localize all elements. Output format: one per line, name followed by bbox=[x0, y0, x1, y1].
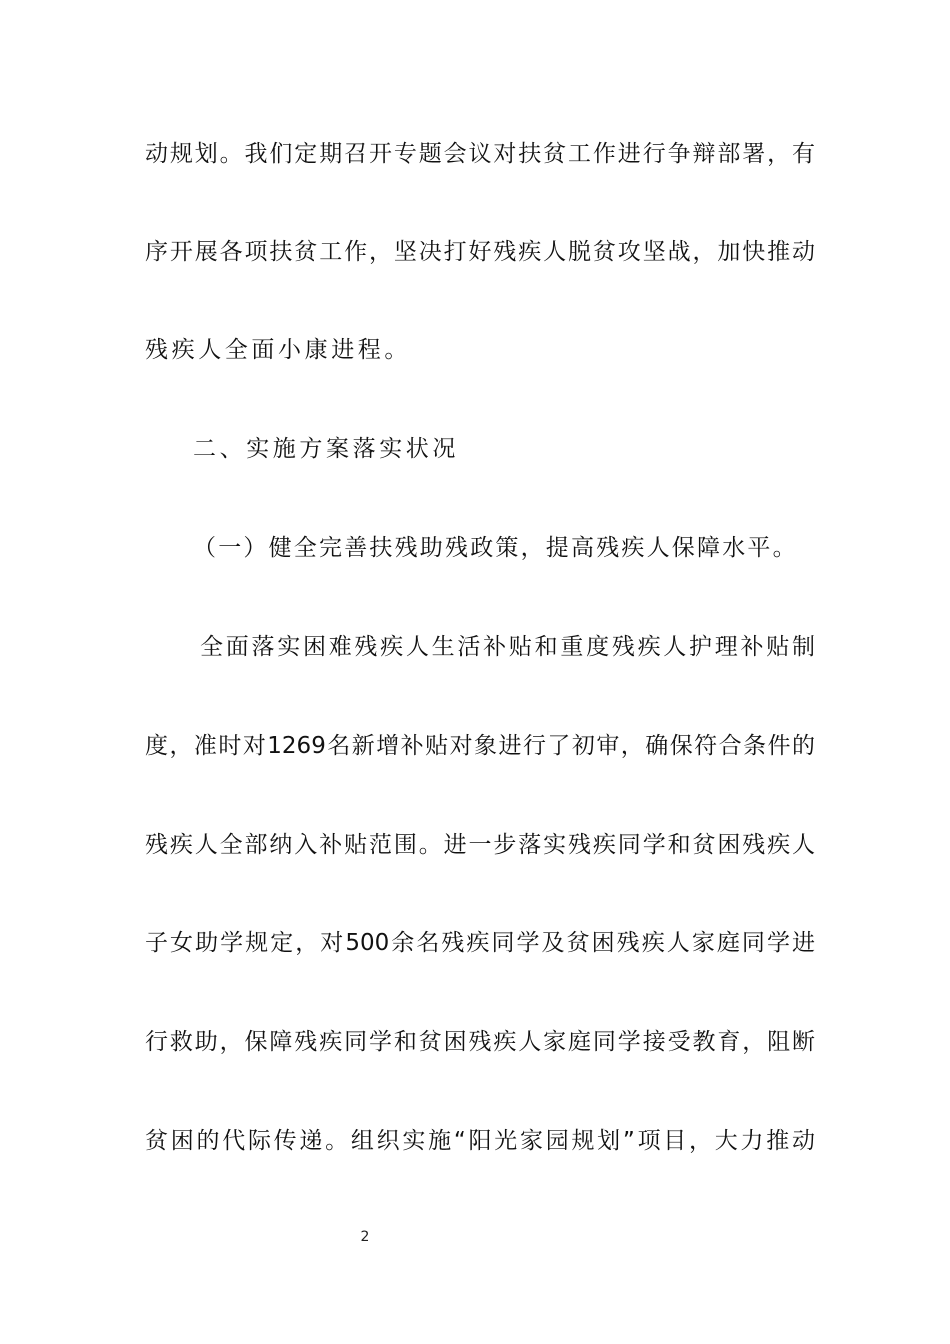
page-number: 2 bbox=[360, 1229, 370, 1245]
section-heading: 二、实施方案落实状况 bbox=[193, 436, 459, 462]
subsection-heading: （一）健全完善扶残助残政策，提高残疾人保障水平。 bbox=[193, 535, 798, 561]
paragraph-line: 贫困的代际传递。组织实施“阳光家园规划”项目，大力推动 bbox=[145, 1128, 815, 1154]
paragraph-line: 度，准时对1269名新增补贴对象进行了初审，确保符合条件的 bbox=[145, 733, 815, 759]
paragraph-line: 子女助学规定，对500余名残疾同学及贫困残疾人家庭同学进 bbox=[145, 930, 815, 956]
paragraph-line: 残疾人全面小康进程。 bbox=[145, 337, 411, 363]
paragraph-line: 全面落实困难残疾人生活补贴和重度残疾人护理补贴制 bbox=[200, 634, 815, 660]
paragraph-line: 残疾人全部纳入补贴范围。进一步落实残疾同学和贫困残疾人 bbox=[145, 832, 815, 858]
paragraph-line: 动规划。我们定期召开专题会议对扶贫工作进行争辩部署，有 bbox=[145, 141, 815, 167]
paragraph-line: 行救助，保障残疾同学和贫困残疾人家庭同学接受教育，阻断 bbox=[145, 1029, 815, 1055]
paragraph-line: 序开展各项扶贫工作，坚决打好残疾人脱贫攻坚战，加快推动 bbox=[145, 239, 815, 265]
